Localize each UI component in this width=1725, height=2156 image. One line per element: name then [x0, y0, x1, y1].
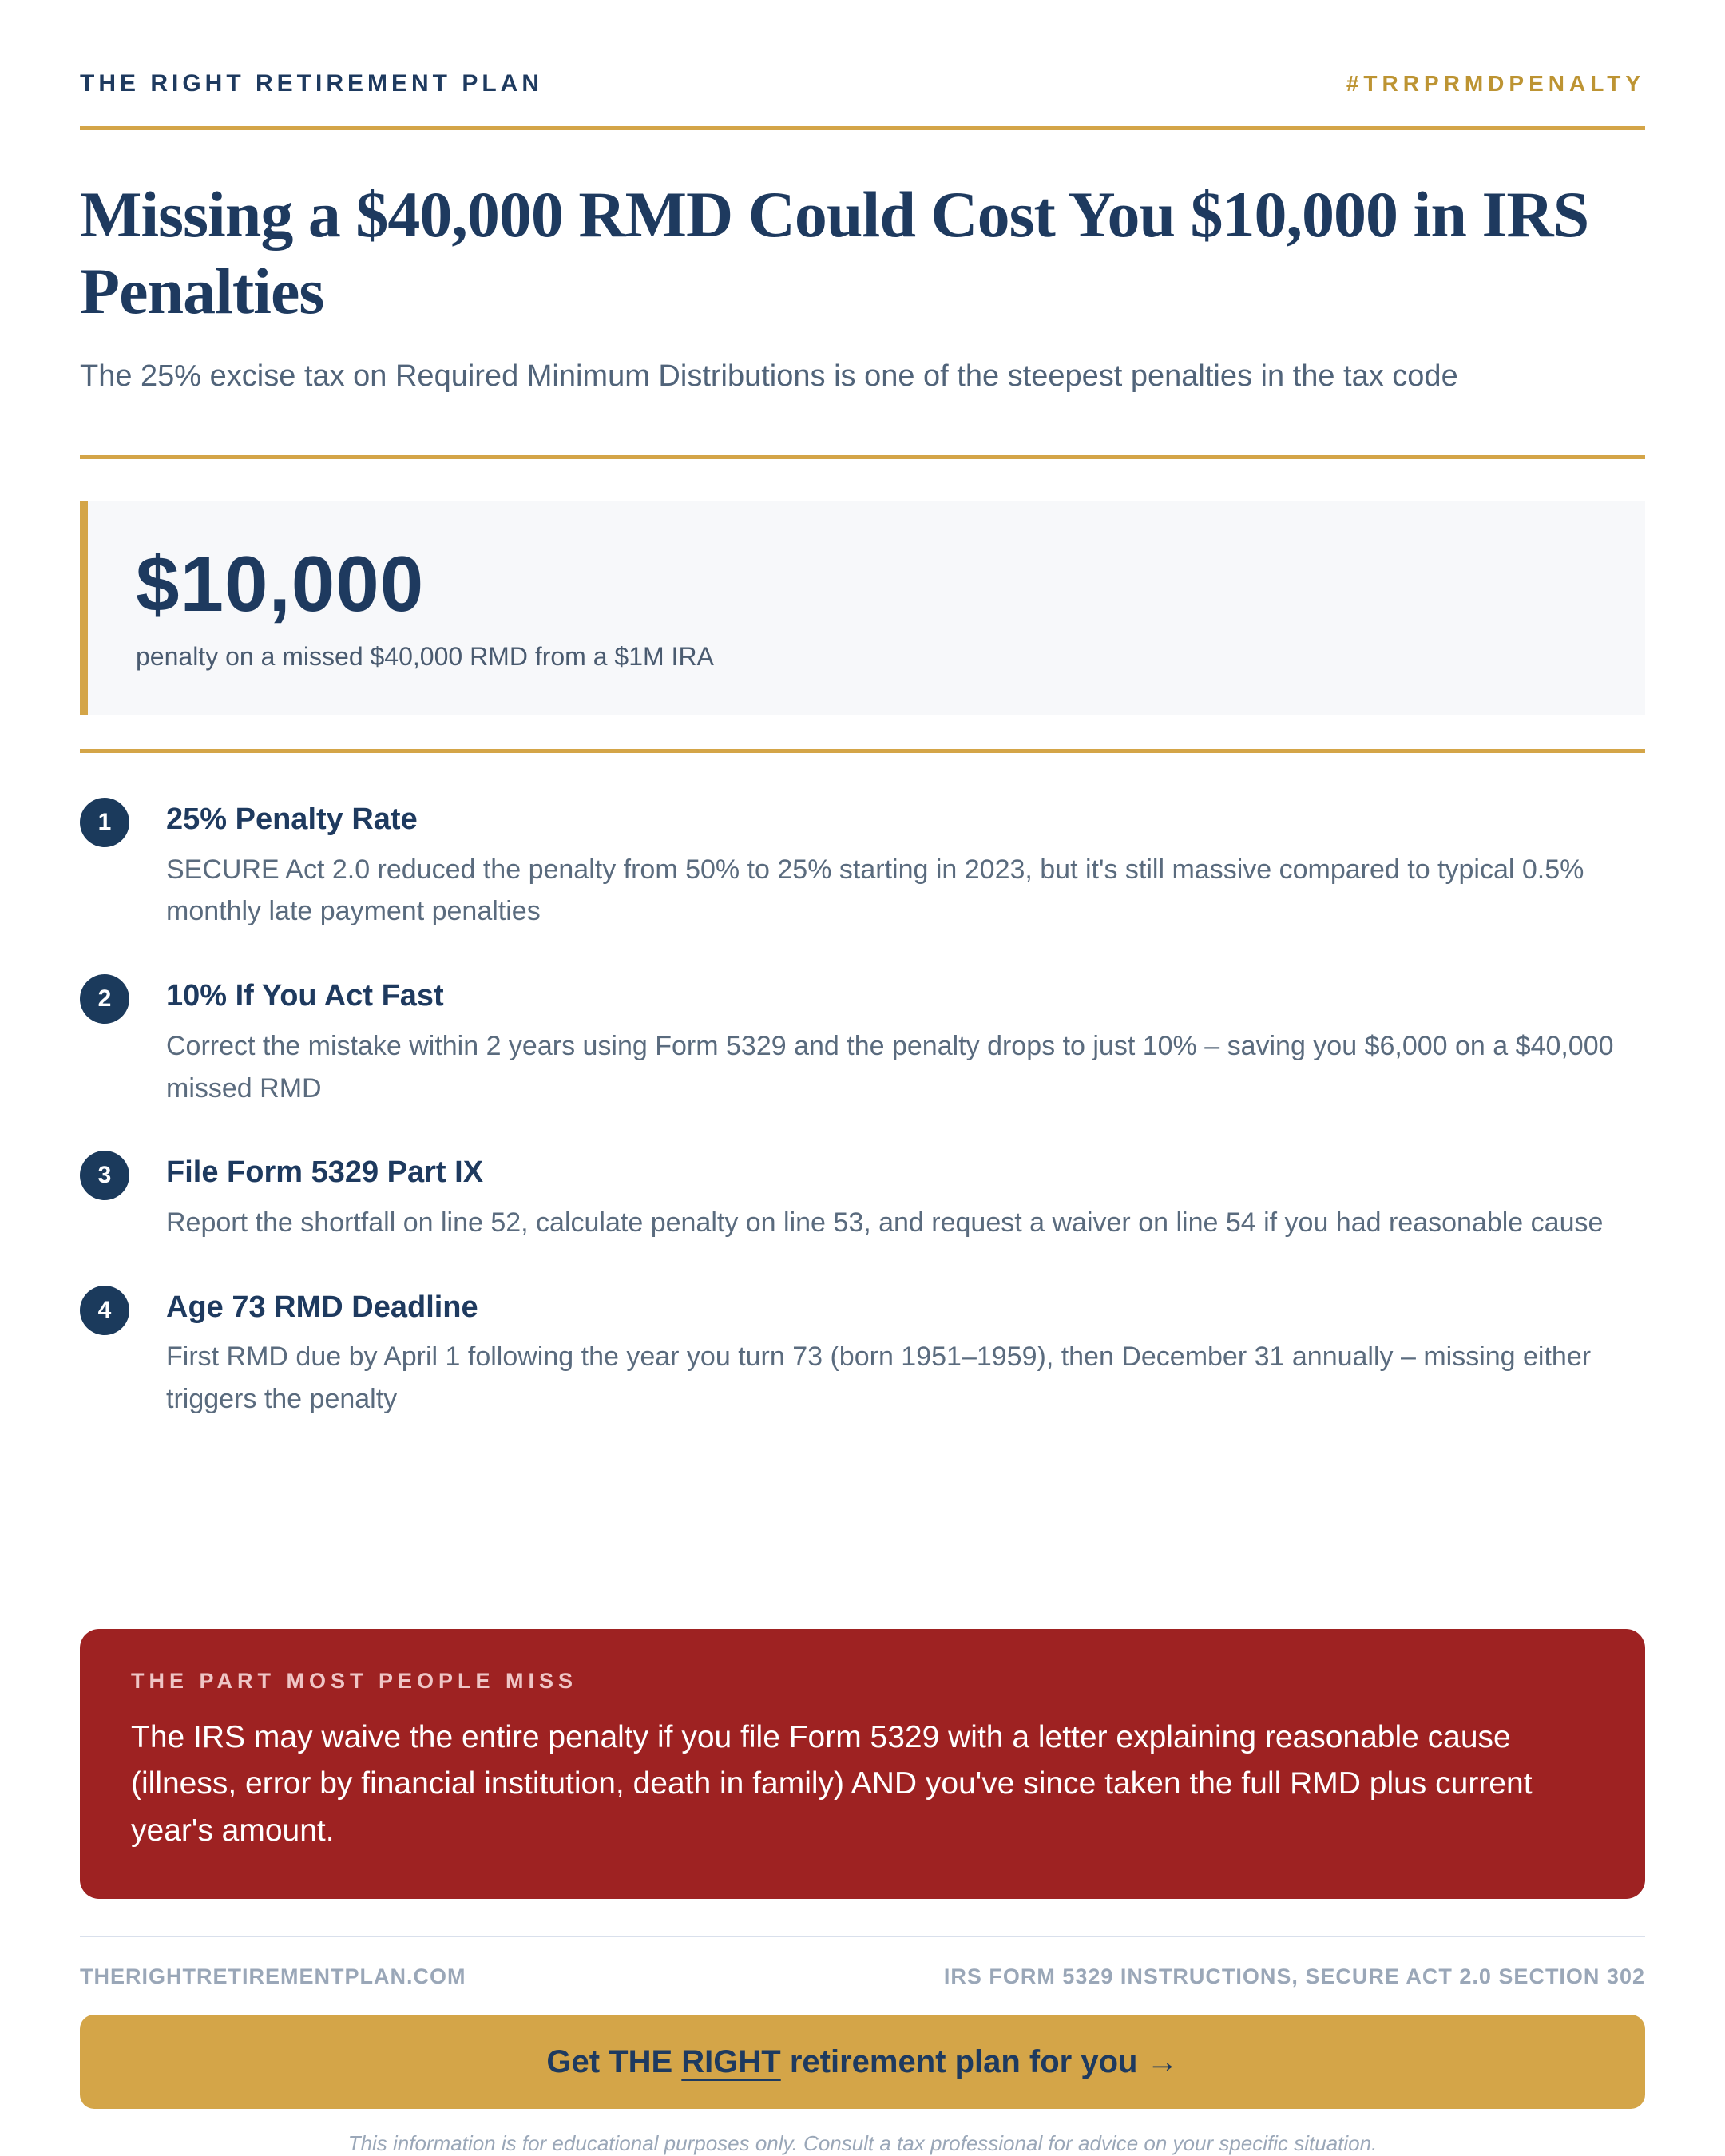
stat-callout — [80, 501, 1645, 715]
point-content — [166, 974, 1645, 1109]
point-title: File Form 5329 Part IX — [166, 1155, 484, 1190]
number-badge: 2 — [80, 974, 129, 1024]
point-body: Correct the mistake within 2 years using Form 5329 and the penalty drops to just 10% – saving you $6,000 on a $40,000 missed RMD — [166, 1030, 1614, 1104]
stat-value: $10,000 — [136, 540, 425, 628]
point-title: 10% If You Act Fast — [166, 979, 444, 1013]
page-subtitle: The 25% excise tax on Required Minimum Distributions is one of the steepest penalties in the tax code — [80, 359, 1458, 393]
point-title: Age 73 RMD Deadline — [166, 1290, 478, 1324]
callout-body: The IRS may waive the entire penalty if you file Form 5329 with a letter explaining reasonable cause (illness, error by financial institution, death in family) AND you've since taken the full RMD plus current year's amount. — [131, 1719, 1533, 1848]
point-content — [166, 1286, 1645, 1421]
list-item — [80, 1151, 1645, 1243]
page-title: Missing a $40,000 RMD Could Cost You $10,000 in IRS Penalties — [80, 178, 1589, 327]
number-badge: 4 — [80, 1286, 129, 1335]
cta-text-suffix: retirement plan for you → — [780, 2043, 1179, 2079]
warning-callout — [80, 1629, 1645, 1900]
hero-divider — [80, 455, 1645, 459]
point-body: First RMD due by April 1 following the year you turn 73 (born 1951–1959), then December 31 annually – missing either triggers the penalty — [166, 1342, 1592, 1414]
point-body: SECURE Act 2.0 reduced the penalty from 50% to 25% starting in 2023, but it's still massive compared to typical 0.5% monthly late payment penalties — [166, 854, 1584, 927]
header-divider — [80, 126, 1645, 130]
hashtag-label: #TRRPRMDPENALTY — [1346, 71, 1645, 96]
cta-text-highlight: RIGHT — [681, 2043, 781, 2079]
cta-button[interactable] — [80, 2015, 1645, 2109]
points-list — [80, 798, 1645, 1462]
list-item — [80, 1286, 1645, 1421]
footer-website: THERIGHTRETIREMENTPLAN.COM — [80, 1964, 466, 1988]
stat-divider — [80, 749, 1645, 753]
footer-sources: IRS FORM 5329 INSTRUCTIONS, SECURE ACT 2.0 SECTION 302 — [943, 1964, 1645, 1988]
point-title: 25% Penalty Rate — [166, 803, 418, 837]
brand-title: THE RIGHT RETIREMENT PLAN — [80, 70, 543, 97]
disclaimer-text: This information is for educational purposes only. Consult a tax professional for advice on your specific situation. — [347, 2131, 1378, 2155]
footer-divider — [80, 1936, 1645, 1937]
number-badge: 1 — [80, 798, 129, 847]
list-item — [80, 974, 1645, 1109]
callout-label: THE PART MOST PEOPLE MISS — [131, 1668, 578, 1693]
point-content — [166, 1151, 1603, 1243]
stat-caption: penalty on a missed $40,000 RMD from a $1M IRA — [136, 642, 714, 672]
list-item — [80, 798, 1645, 933]
header — [80, 70, 1645, 97]
point-body: Report the shortfall on line 52, calculate penalty on line 53, and request a waiver on line 54 if you had reasonable cause — [166, 1207, 1604, 1238]
footer — [80, 1964, 1645, 1989]
point-content — [166, 798, 1645, 933]
cta-text-prefix: Get THE — [546, 2043, 682, 2079]
number-badge: 3 — [80, 1151, 129, 1200]
